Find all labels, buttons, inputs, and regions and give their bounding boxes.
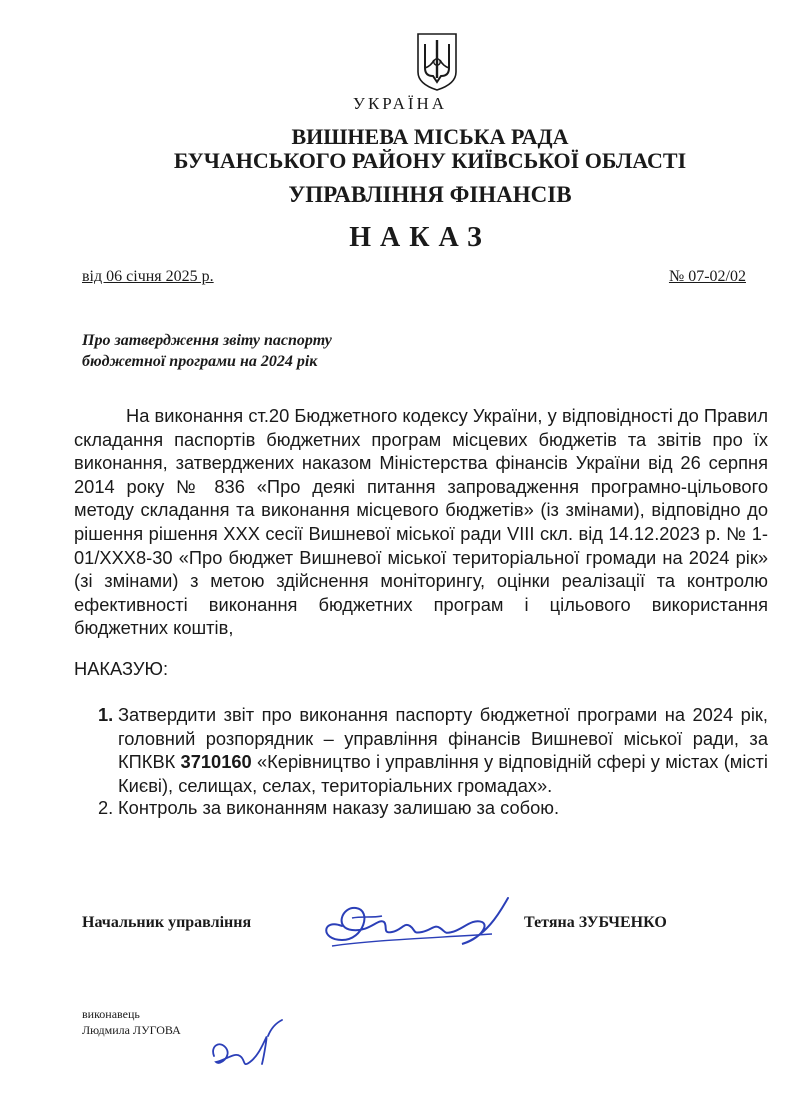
trident-emblem-icon — [412, 32, 462, 92]
preamble-paragraph: На виконання ст.20 Бюджетного кодексу України, у відповідності до Правил складання паспортів бюджетних програм місцевих бюджетів та звітів про їх виконання, затверджених наказом Міністерства фінансів України від 26 серпня 2014 року № 836 «Про деякі питання запровадження програмно-цільового методу складання та виконання місцевого бюджетів» (із змінами), відповідно до рішення рішення ХХХ сесії Вишневої міської ради VIII скл. від 14.12.2023 р. № 1-01/XXX8-30 «Про бюджет Вишневої міської територіальної громади на 2024 рік» (зі змінами) з метою здійснення моніторингу, оцінки реалізації та контролю ефективності виконання бюджетних програм і цільового використання бюджетних коштів, — [74, 405, 768, 639]
item-text: Контроль за виконанням наказу залишаю за собою. — [118, 797, 560, 818]
subject-line-2: бюджетної програми на 2024 рік — [82, 353, 318, 370]
signatory-name: Тетяна ЗУБЧЕНКО — [524, 914, 667, 931]
item-text-after: «Керівництво і управління у відповідній сфері у містах (місті Києві), селищах, селах, територіальних громадах». — [118, 751, 768, 796]
item-number: 1. — [98, 704, 114, 725]
order-item — [98, 703, 768, 797]
order-item — [98, 796, 768, 820]
ordered-label: НАКАЗУЮ: — [74, 658, 169, 679]
budget-code: 3710160 — [180, 751, 252, 773]
subject-line-1: Про затвердження звіту паспорту — [82, 332, 332, 349]
order-date: від 06 січня 2025 р. — [82, 268, 214, 285]
item-text-before: Затвердити звіт про виконання паспорту бюджетної програми на 2024 рік, головний розпорядник – управління фінансів Вишневої міської ради, за КПКВК — [118, 704, 768, 773]
signatory-role: Начальник управління — [82, 914, 252, 931]
item-text — [118, 703, 768, 797]
department-name: УПРАВЛІННЯ ФІНАНСІВ — [288, 182, 572, 207]
country-name: УКРАЇНА — [352, 94, 448, 113]
document-type-title: НАКАЗ — [349, 222, 491, 253]
executor-name: Людмила ЛУГОВА — [82, 1023, 181, 1037]
item-number: 2. — [98, 797, 114, 818]
council-name: ВИШНЕВА МІСЬКА РАДА — [291, 124, 569, 149]
executor-signature — [206, 1016, 286, 1076]
order-subject — [82, 330, 332, 372]
order-number: № 07-02/02 — [668, 268, 746, 285]
executor-label: виконавець — [82, 1007, 140, 1021]
handwritten-signature — [312, 888, 522, 958]
district-name: БУЧАНСЬКОГО РАЙОНУ КИЇВСЬКОЇ ОБЛАСТІ — [173, 148, 687, 173]
